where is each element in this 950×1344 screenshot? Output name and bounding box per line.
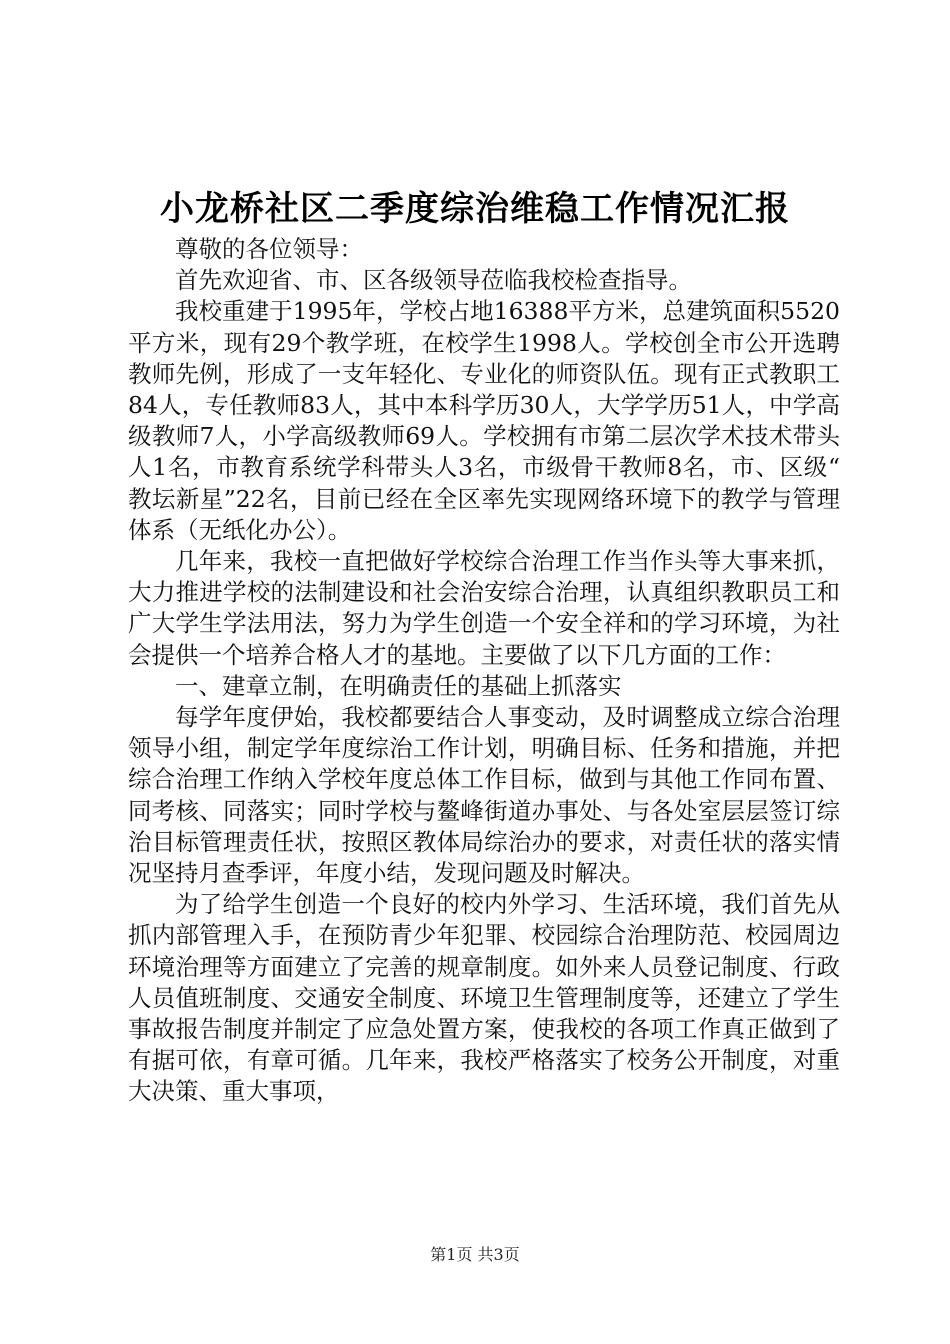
section-heading-1: 一、建章立制，在明确责任的基础上抓落实 [175, 671, 622, 700]
welcome-paragraph: 首先欢迎省、市、区各级领导莅临我校检查指导。 [175, 266, 692, 295]
management-paragraph: 为了给学生创造一个良好的校内外学习、生活环境，我们首先从抓内部管理入手，在预防青少年犯罪、校园综合治理防范、校园周边环境治理等方面建立了完善的规章制度。如外来人员登记制度、行政人员值班制度、交通安全制度、环境卫生管理制度等，还建立了学生事故报告制度并制定了应急处置方案，使我校的各项工作真正做到了有据可依，有章可循。几年来，我校严格落实了校务公开制度，对重大决策、重大事项， [128, 890, 840, 1106]
work-summary-paragraph: 几年来，我校一直把做好学校综合治理工作当作头等大事来抓，大力推进学校的法制建设和社会治安综合治理，认真组织教职员工和广大学生学法用法，努力为学生创造一个安全祥和的学习环境，为社会提供一个培养合格人才的基地。主要做了以下几方面的工作： [128, 547, 840, 669]
document-title: 小龙桥社区二季度综治维稳工作情况汇报 [160, 189, 790, 229]
responsibility-paragraph: 每学年度伊始，我校都要结合人事变动，及时调整成立综合治理领导小组，制定学年度综治工作计划，明确目标、任务和措施，并把综合治理工作纳入学校年度总体工作目标，做到与其他工作同布置、同考核、同落实；同时学校与鳌峰街道办事处、与各处室层层签订综治目标管理责任状，按照区教体局综治办的要求，对责任状的落实情况坚持月查季评，年度小结，发现问题及时解决。 [128, 703, 840, 888]
salutation-paragraph: 尊敬的各位领导： [175, 235, 363, 263]
document-body [128, 234, 840, 1108]
page-footer: 第1页 共3页 [430, 1245, 520, 1264]
school-overview-paragraph: 我校重建于1995年，学校占地16388平方米，总建筑面积5520平方米，现有29个教学班，在校学生1998人。学校创全市公开选聘教师先例，形成了一支年轻化、专业化的师资队伍。现有正式教职工84人，专任教师83人，其中本科学历30人，大学学历51人，中学高级教师7人，小学高级教师69人。学校拥有市第二层次学术技术带头人1名，市教育系统学科带头人3名，市级骨干教师8名，市、区级“教坛新星”22名，目前已经在全区率先实现网络环境下的教学与管理体系（无纸化办公）。 [128, 297, 840, 544]
